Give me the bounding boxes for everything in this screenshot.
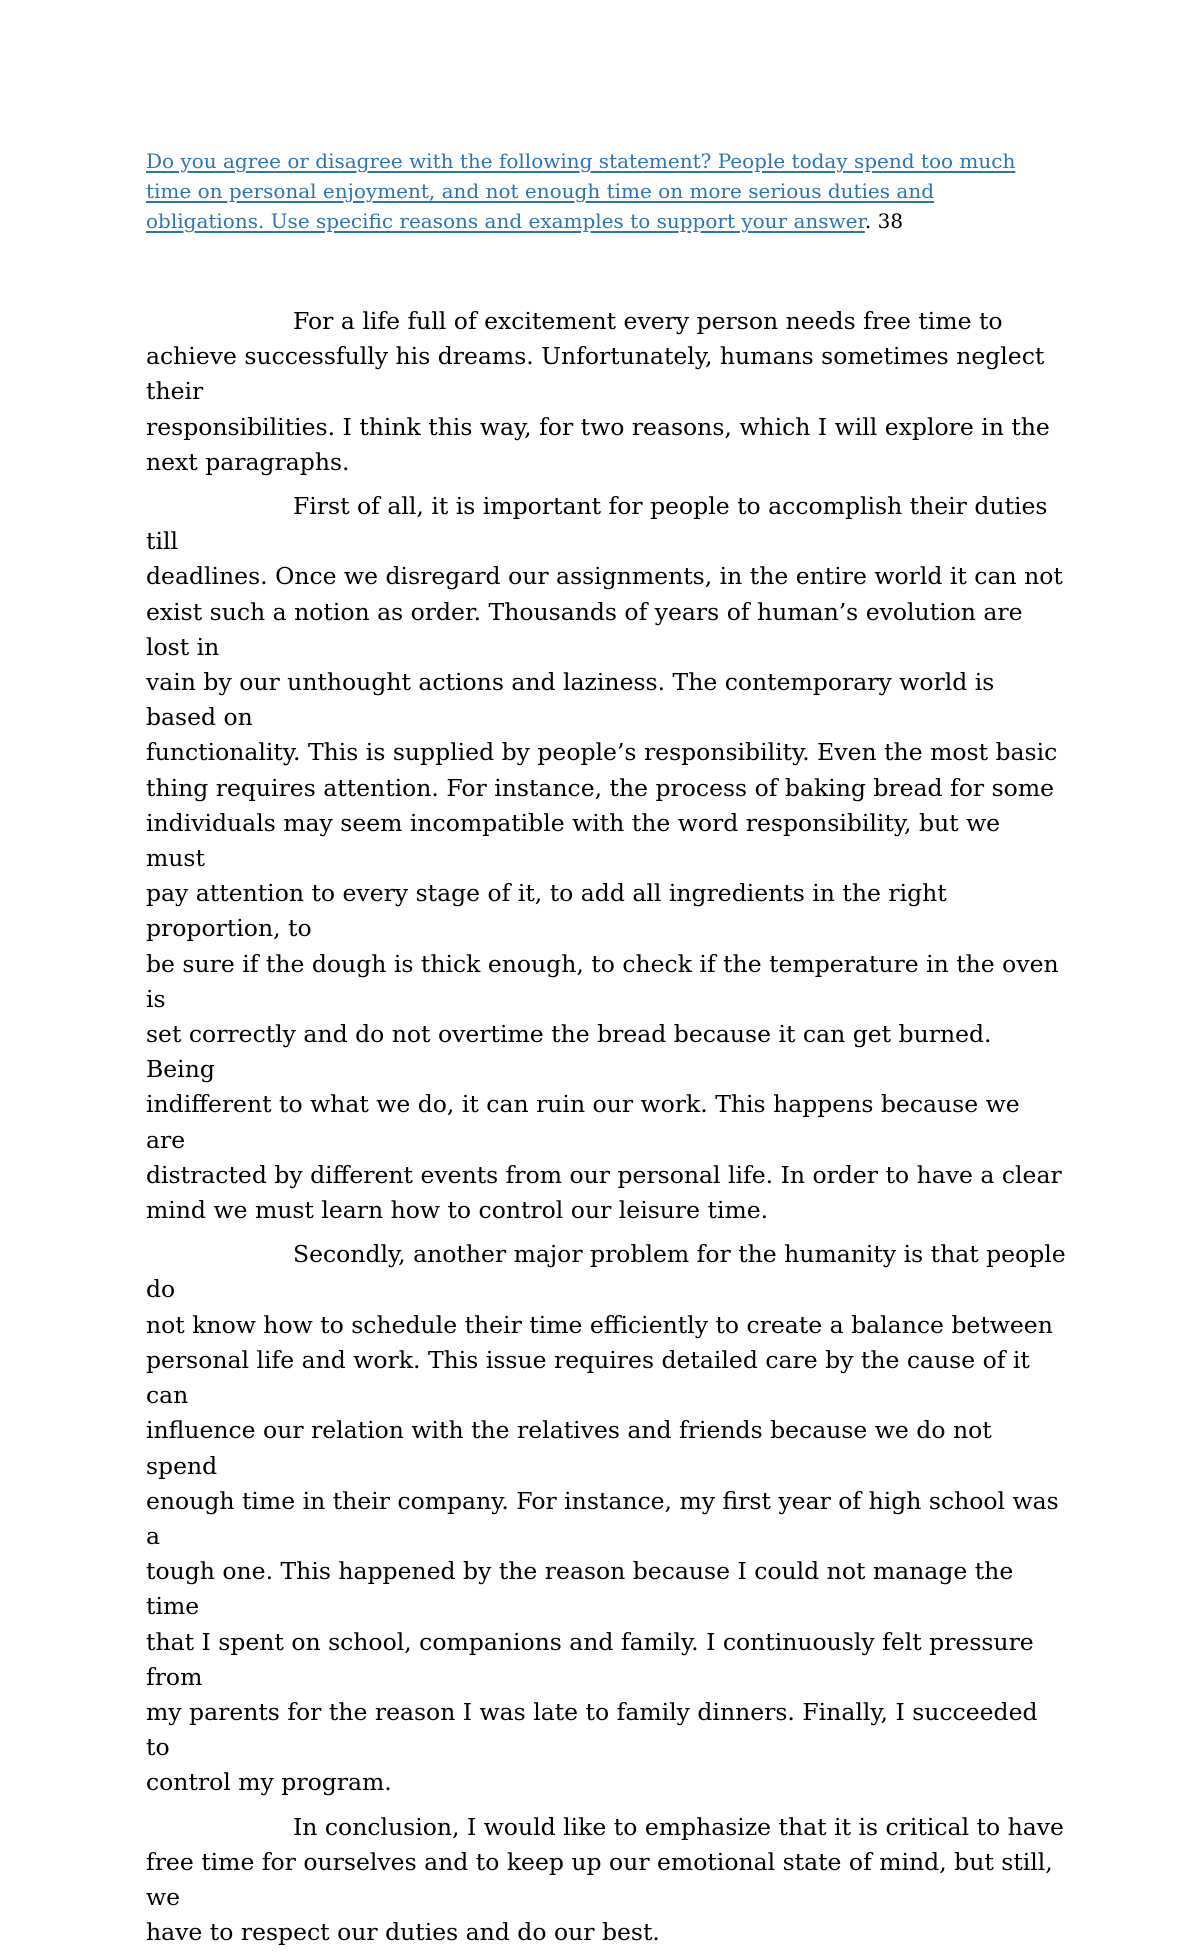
p4-line: In conclusion, I would like to emphasize that it is critical to have bbox=[293, 1812, 1064, 1841]
p3-line: not know how to schedule their time efficiently to create a balance between bbox=[146, 1310, 1053, 1339]
p2-line: be sure if the dough is thick enough, to check if the temperature in the oven is bbox=[146, 949, 1059, 1013]
prompt-line-3: obligations. Use specific reasons and examples to support your answer bbox=[146, 209, 865, 233]
p1-line: For a life full of excitement every person needs free time to bbox=[293, 307, 1003, 335]
p3-line: control my program. bbox=[146, 1768, 392, 1797]
p3-line: my parents for the reason I was late to family dinners. Finally, I succeeded to bbox=[146, 1697, 1038, 1762]
p4-line: have to respect our duties and do our best. bbox=[146, 1918, 660, 1947]
p2-line: pay attention to every stage of it, to add all ingredients in the right proportion, to bbox=[146, 879, 947, 943]
p3-line: influence our relation with the relatives and friends because we do not spend bbox=[146, 1416, 992, 1480]
p2-line: functionality. This is supplied by people’s responsibility. Even the most basic bbox=[146, 738, 1058, 767]
p2-line: thing requires attention. For instance, the process of baking bread for some bbox=[146, 773, 1055, 802]
p2-line: First of all, it is important for people to accomplish their duties till bbox=[146, 492, 1048, 556]
p2-line: deadlines. Once we disregard our assignments, in the entire world it can not bbox=[146, 562, 1063, 591]
essay-prompt bbox=[146, 146, 1046, 236]
p2-line: vain by our unthought actions and laziness. The contemporary world is based on bbox=[146, 668, 995, 732]
prompt-line-2: time on personal enjoyment, and not enough time on more serious duties and bbox=[146, 179, 934, 203]
paragraph-first-reason bbox=[146, 489, 1066, 1228]
p1-line: responsibilities. I think this way, for two reasons, which I will explore in the bbox=[146, 412, 1050, 441]
essay-body bbox=[146, 304, 1066, 1959]
p2-line: mind we must learn how to control our leisure time. bbox=[146, 1196, 769, 1225]
p2-line: distracted by different events from our personal life. In order to have a clear bbox=[146, 1160, 1062, 1189]
p2-line: individuals may seem incompatible with the word responsibility, but we must bbox=[146, 808, 1001, 873]
p1-line: achieve successfully his dreams. Unfortunately, humans sometimes neglect their bbox=[146, 342, 1045, 406]
prompt-suffix: . 38 bbox=[864, 209, 904, 233]
p1-line: next paragraphs. bbox=[146, 447, 350, 476]
p3-line: tough one. This happened by the reason because I could not manage the time bbox=[146, 1557, 1014, 1621]
paragraph-second-reason bbox=[146, 1237, 1066, 1800]
p3-line: personal life and work. This issue requires detailed care by the cause of it can bbox=[146, 1345, 1030, 1410]
p2-line: exist such a notion as order. Thousands of years of human’s evolution are lost in bbox=[146, 597, 1023, 661]
p3-line: Secondly, another major problem for the humanity is that people do bbox=[146, 1240, 1066, 1304]
p2-line: set correctly and do not overtime the bread because it can get burned. Being bbox=[146, 1020, 992, 1084]
paragraph-introduction bbox=[146, 304, 1066, 480]
paragraph-conclusion bbox=[146, 1810, 1066, 1951]
prompt-line-1: Do you agree or disagree with the following statement? People today spend too much bbox=[146, 149, 1016, 173]
p4-line: free time for ourselves and to keep up our emotional state of mind, but still, we bbox=[146, 1847, 1053, 1911]
p3-line: enough time in their company. For instance, my first year of high school was a bbox=[146, 1486, 1059, 1550]
p3-line: that I spent on school, companions and family. I continuously felt pressure from bbox=[146, 1627, 1034, 1691]
p2-line: indifferent to what we do, it can ruin our work. This happens because we are bbox=[146, 1090, 1020, 1154]
